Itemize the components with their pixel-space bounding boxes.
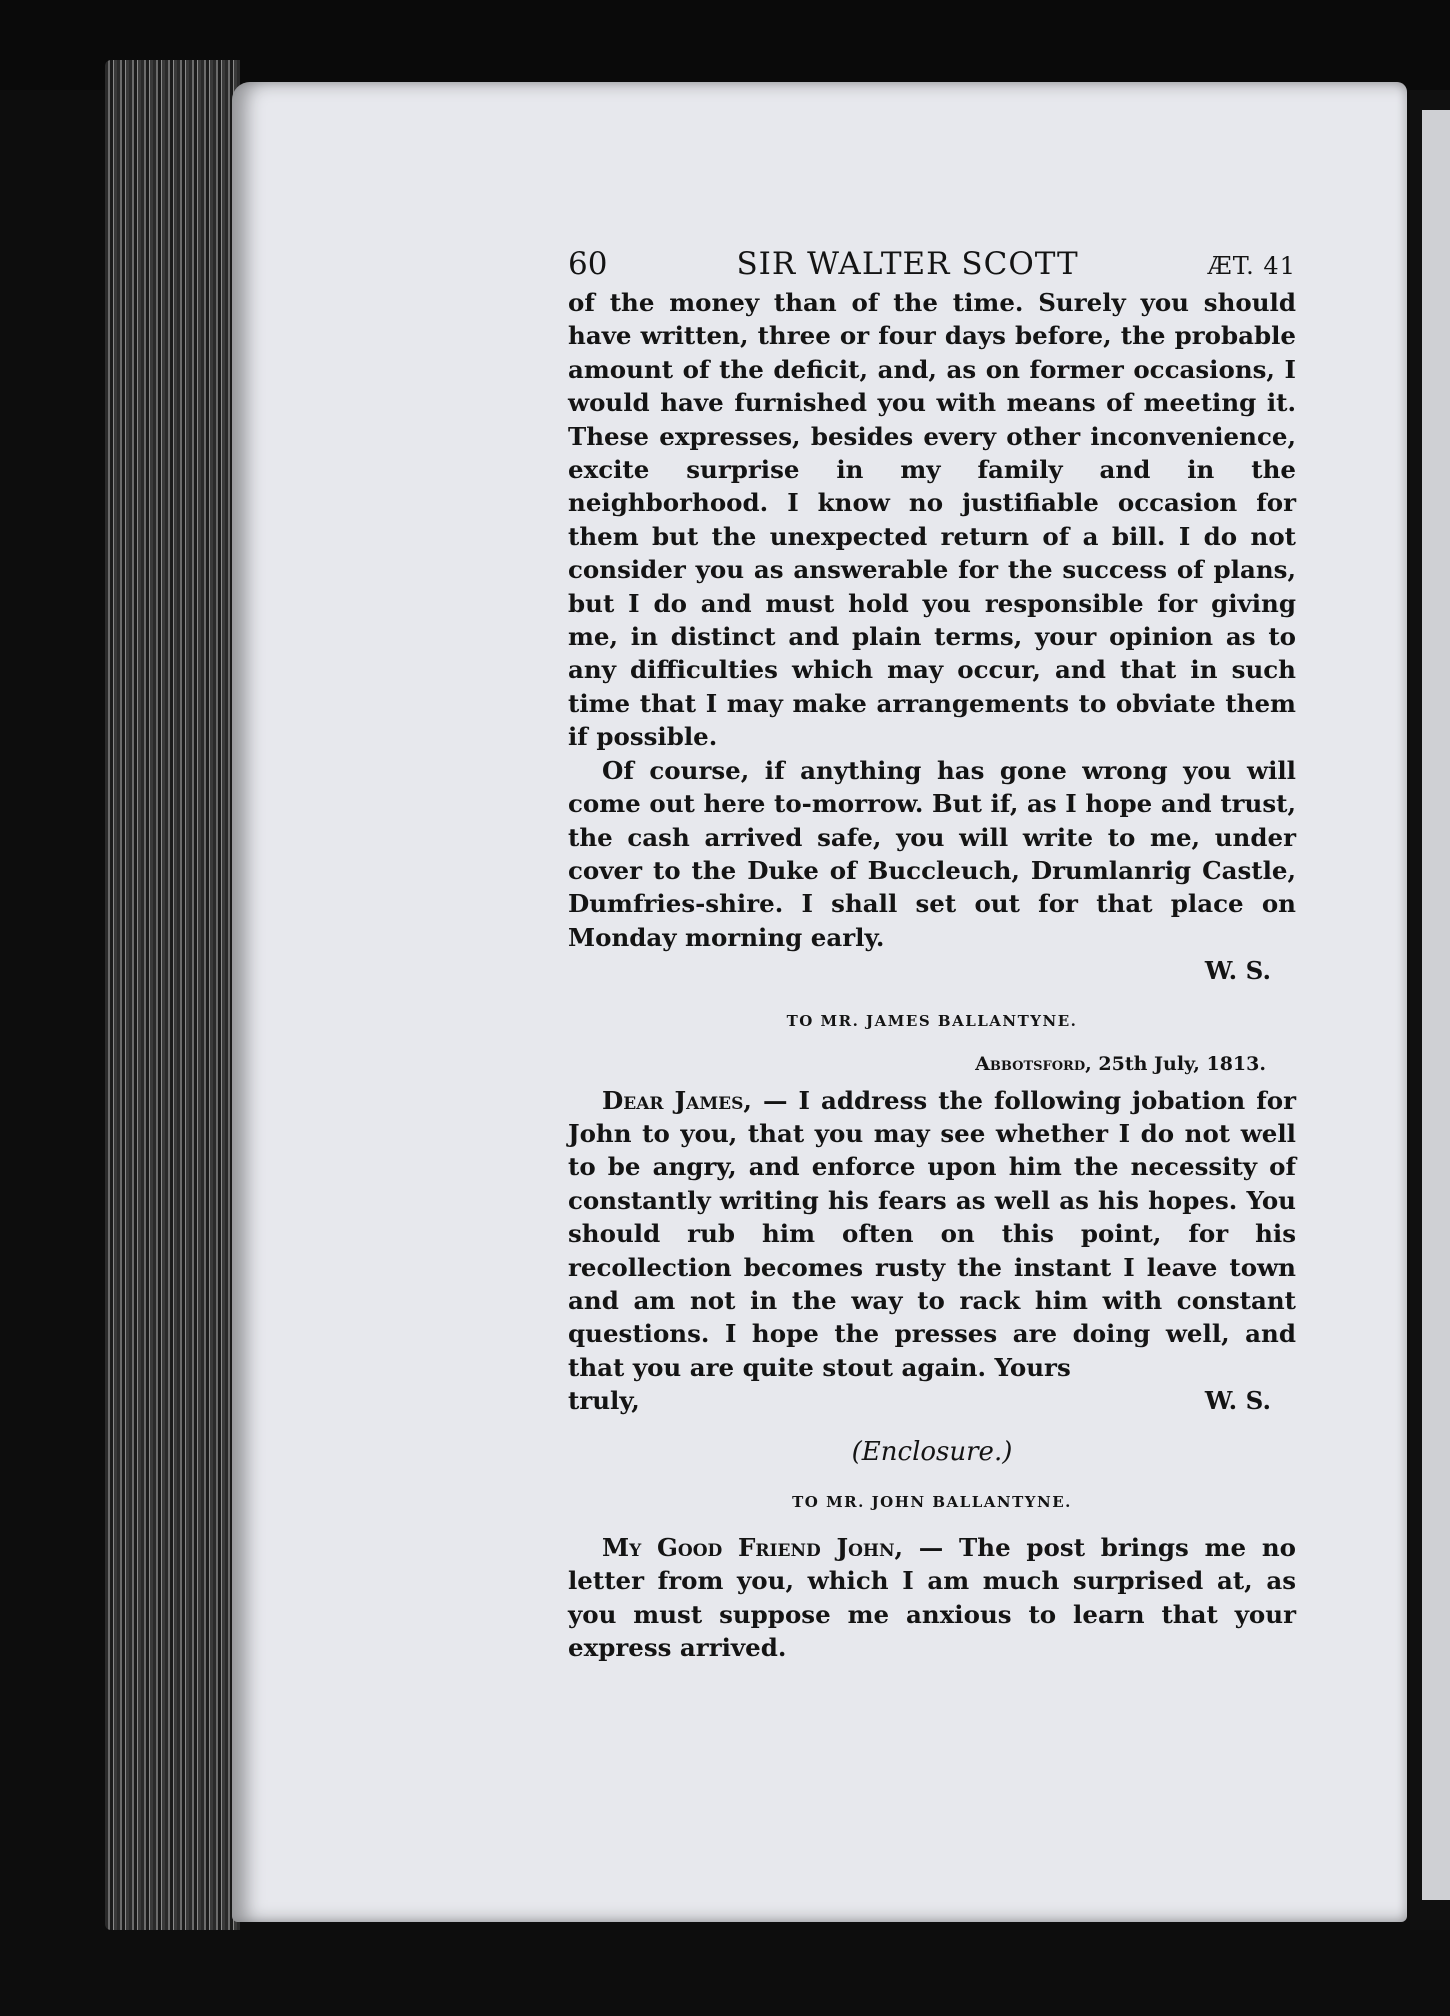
letter2-dateline	[568, 1050, 1296, 1078]
page-text	[568, 246, 1296, 1665]
letter1-signature: W. S.	[1204, 956, 1271, 986]
running-head	[568, 246, 1296, 284]
letter2-place: Abbotsford,	[975, 1052, 1092, 1075]
book-spine-edge	[105, 60, 240, 1930]
letter3-heading: TO MR. JOHN BALLANTYNE.	[792, 1493, 1072, 1511]
letter1-body-2: Of course, if anything has gone wrong you will come out here to-morrow. But if, as I hope and trust, the cash arrived safe, you will write to me, under cover to the Duke of Buccleuch, Drumlanrig Castle, Dumfries-shire. I shall set out for that place on Monday morning early.	[568, 755, 1296, 952]
letter3-salutation: My Good Friend John,	[602, 1533, 904, 1562]
letter2-date: 25th July, 1813.	[1098, 1052, 1266, 1075]
letter2-body	[568, 1084, 1296, 1385]
letter1-body: of the money than of the time. Surely you should have written, three or four days before, the probable amount of the deficit, and, as on former occasions, I would have furnished you with means of meeting it. These expresses, besides every other inconvenience, excite surprise in my family and in the neighborhood. I know no justifiable occasion for them but the unexpected return of a bill. I do not consider you as answerable for the success of plans, but I do and must hold you responsible for giving me, in distinct and plain terms, your opinion as to any difficulties which may occur, and that in such time that I may make arrangements to obviate them if possible.	[568, 288, 1296, 752]
letter2-closing: truly,	[568, 1386, 640, 1416]
page-number: 60	[568, 246, 608, 282]
letter2-salutation: Dear James,	[602, 1085, 752, 1115]
age-marker: ÆT. 41	[1207, 252, 1296, 280]
letter3-text: — The post brings me no letter from you, which I am much surprised at, as you must suppose me anxious to learn that your express arrived.	[568, 1533, 1297, 1663]
running-title: SIR WALTER SCOTT	[736, 246, 1079, 282]
enclosure-label: (Enclosure.)	[851, 1436, 1013, 1467]
letter2-signature: W. S.	[1204, 1386, 1271, 1416]
letter3-body	[568, 1531, 1296, 1665]
letter2-text: — I address the following jobation for John to you, that you may see whether I do not well to be angry, and enforce upon him the necessity of constantly writing his fears as well as his hopes. You should rub him often on this point, for his recollection becomes rusty the instant I leave town and am not in the way to rack him with constant questions. I hope the presses are doing well, and that you are quite stout again. Yours	[568, 1085, 1296, 1382]
letter2-closing-line	[568, 1384, 1296, 1417]
letter2-heading: TO MR. JAMES BALLANTYNE.	[786, 1011, 1078, 1030]
next-page-edge	[1422, 110, 1450, 1900]
